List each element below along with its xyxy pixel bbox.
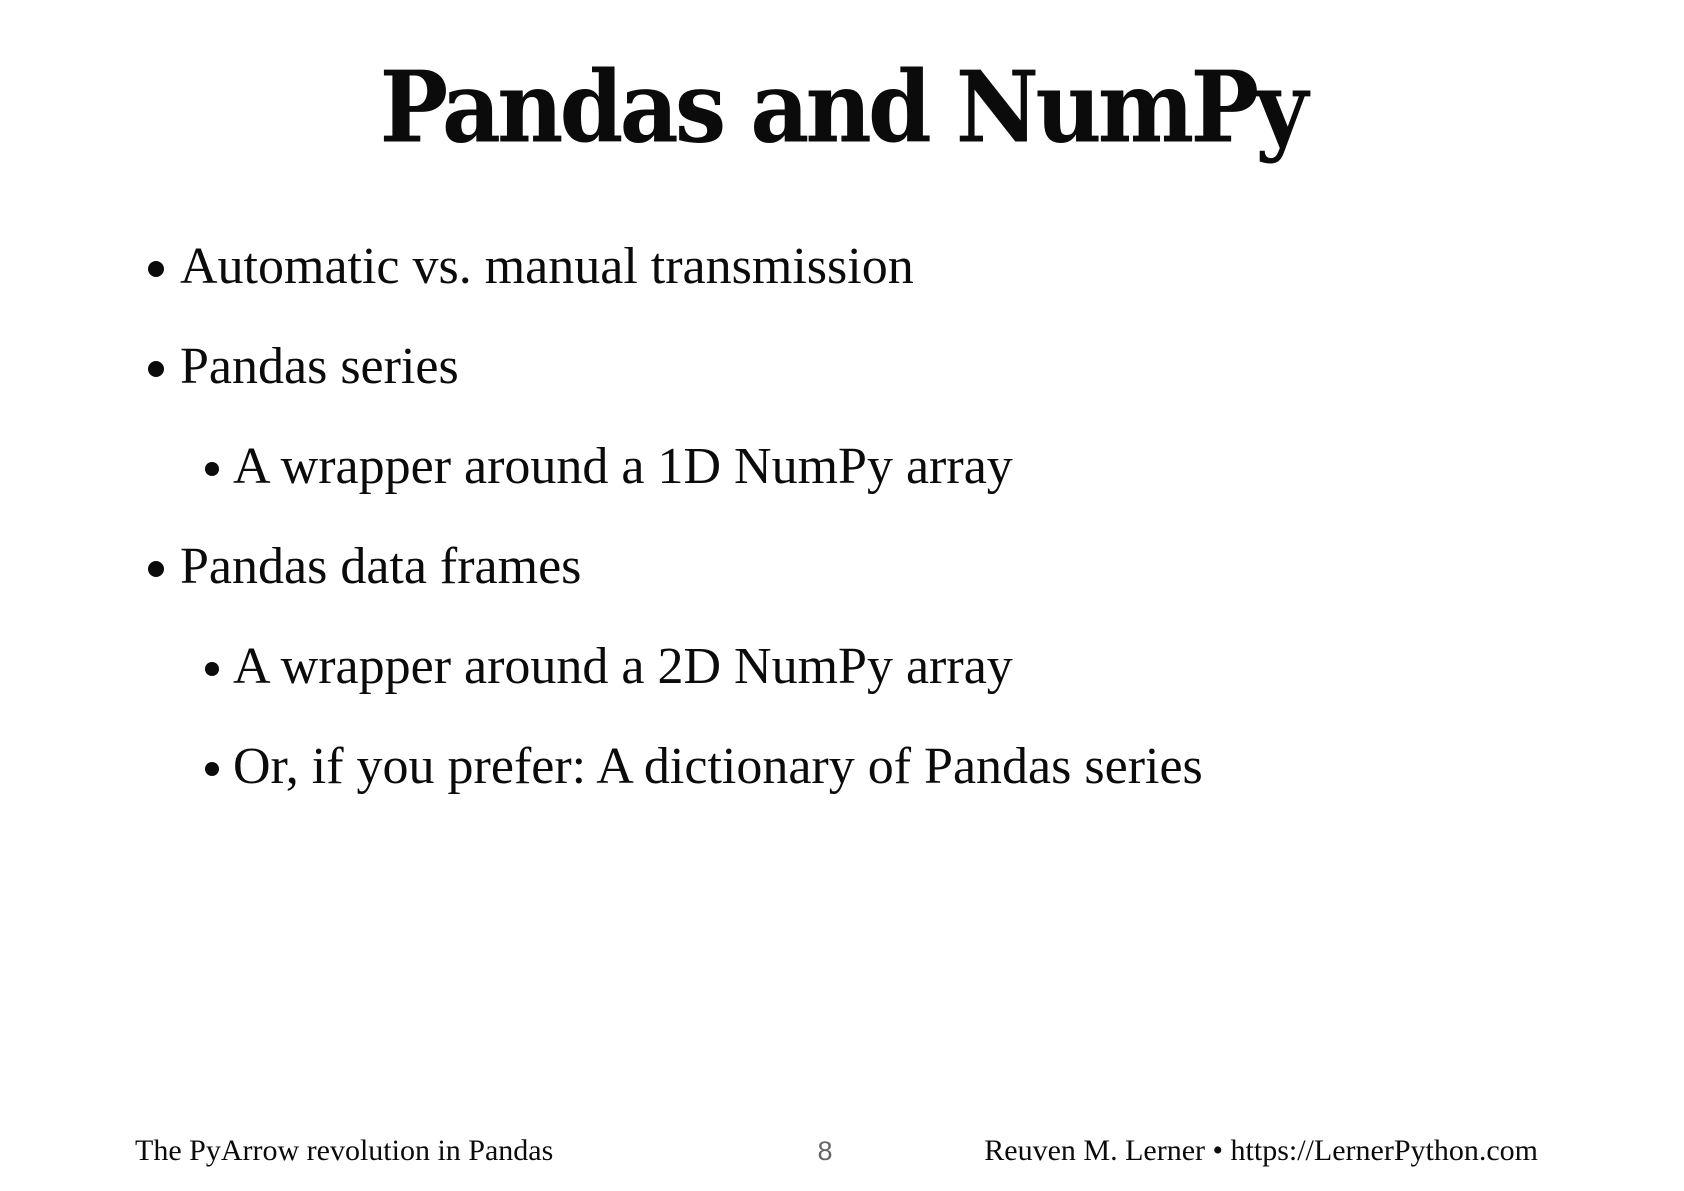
bullet-text: A wrapper around a 1D NumPy array [233, 438, 1013, 496]
bullet-text: Or, if you prefer: A dictionary of Pandas series [233, 738, 1203, 796]
bullet-item [148, 217, 1604, 317]
bullet-icon [205, 462, 219, 476]
bullet-item [148, 317, 1604, 417]
bullet-text: Pandas data frames [180, 538, 582, 596]
bullet-item [205, 417, 1604, 517]
bullet-list [148, 217, 1604, 817]
footer-presentation-title: The PyArrow revolution in Pandas [135, 1134, 554, 1167]
bullet-text: A wrapper around a 2D NumPy array [233, 638, 1013, 696]
bullet-icon [148, 261, 164, 277]
page-number: 8 [817, 1136, 833, 1166]
bullet-icon [148, 561, 164, 577]
bullet-icon [205, 662, 219, 676]
slide-footer [0, 1128, 1684, 1174]
slide-title: Pandas and NumPy [379, 49, 1305, 166]
bullet-item [205, 617, 1604, 717]
bullet-icon [205, 762, 219, 776]
bullet-text: Automatic vs. manual transmission [180, 238, 914, 296]
bullet-item [148, 517, 1604, 617]
bullet-icon [148, 361, 164, 377]
bullet-text: Pandas series [180, 338, 459, 396]
bullet-item [205, 717, 1604, 817]
footer-author-url: Reuven M. Lerner • https://LernerPython.com [984, 1134, 1538, 1167]
